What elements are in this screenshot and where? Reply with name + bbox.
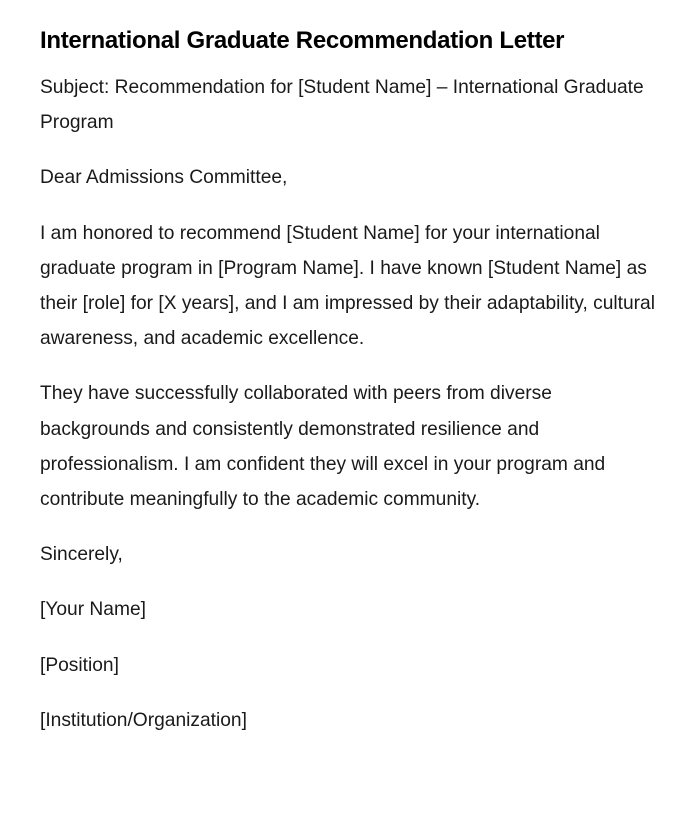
body-paragraph-2: They have successfully collaborated with peers from diverse backgrounds and consistently demonstrated resilience and professionalism. I am confident they will excel in your program and contribute meaningfully to the academic community.: [40, 383, 606, 511]
subject-line: Subject: Recommendation for [Student Name] – International Graduate Program: [40, 77, 644, 134]
salutation: Dear Admissions Committee,: [40, 167, 288, 189]
signature-position: [Position]: [40, 654, 119, 676]
closing: Sincerely,: [40, 544, 123, 566]
signature-name: [Your Name]: [40, 599, 146, 621]
body-paragraph-1: I am honored to recommend [Student Name] for your international graduate program in [Program Name]. I have known [Student Name] as their [role] for [X years], and I am impressed by their adaptability, cultural awareness, and academic excellence.: [40, 222, 655, 350]
signature-institution: [Institution/Organization]: [40, 709, 247, 731]
letter-title: International Graduate Recommendation Letter: [40, 27, 565, 54]
